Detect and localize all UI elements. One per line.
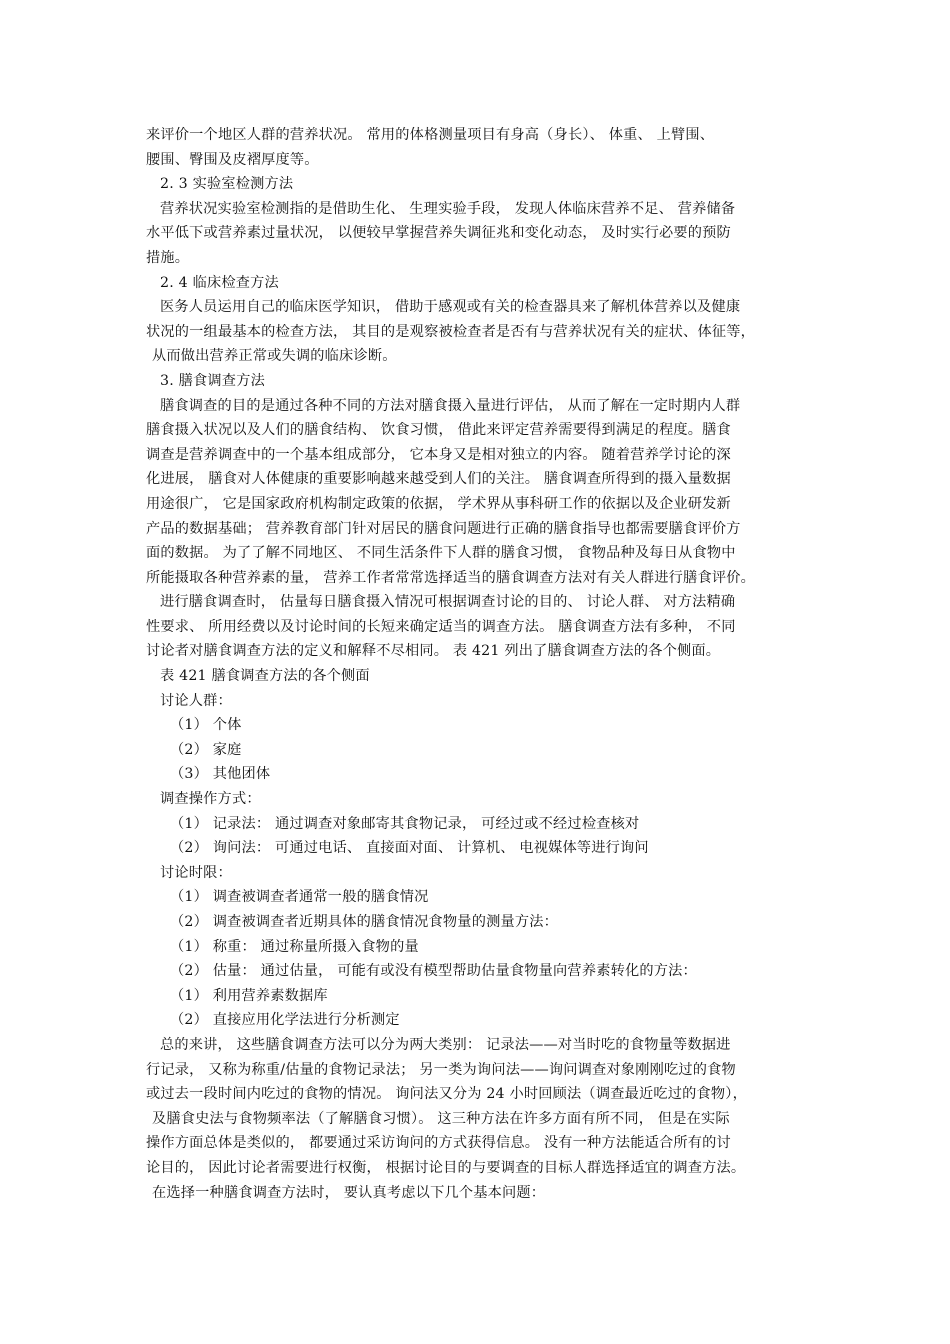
list-heading: 讨论时限： <box>160 864 232 881</box>
text-line: 或过去一段时间内吃过的食物的情况。 询问法又分为 24 小时回顾法（调查最近吃过的食物）， <box>146 1086 747 1103</box>
text-line: 性要求、 所用经费以及讨论时间的长短来确定适当的调查方法。 膳食调查方法有多种， 不同 <box>146 618 736 635</box>
list-item: （2） 家庭 <box>170 741 242 758</box>
text-line: 化进展， 膳食对人体健康的重要影响越来越受到人们的关注。 膳食调查所得到的摄入量数据 <box>146 471 731 488</box>
list-item: （1） 称重： 通过称量所摄入食物的量 <box>170 938 419 955</box>
list-item: （1） 记录法： 通过调查对象邮寄其食物记录， 可经过或不经过检查核对 <box>170 815 640 832</box>
list-heading: 调查操作方式： <box>160 791 261 808</box>
text-line: 面的数据。 为了了解不同地区、 不同生活条件下人群的膳食习惯， 食物品种及每日从食物中 <box>146 545 736 562</box>
list-item: （2） 调查被调查者近期具体的膳食情况食物量的测量方法： <box>170 914 559 930</box>
text-line: 在选择一种膳食调查方法时， 要认真考虑以下几个基本问题： <box>152 1184 546 1201</box>
text-line: 讨论者对膳食调查方法的定义和解释不尽相同。 表 421 列出了膳食调查方法的各个侧面。 <box>146 643 721 660</box>
text-line: 从而做出营养正常或失调的临床诊断。 <box>152 348 397 365</box>
list-heading: 讨论人群： <box>160 692 232 709</box>
list-item: （1） 调查被调查者通常一般的膳食情况 <box>170 889 429 906</box>
text-line: 所能摄取各种营养素的量， 营养工作者常常选择适当的膳食调查方法对有关人群进行膳食评价。 <box>146 569 755 586</box>
text-line: 论目的， 因此讨论者需要进行权衡， 根据讨论目的与要调查的目标人群选择适宜的调查方法。 <box>146 1159 746 1176</box>
list-item: （1） 利用营养素数据库 <box>170 987 328 1004</box>
section-heading: 2. 4 临床检查方法 <box>160 274 279 291</box>
text-line: 膳食调查的目的是通过各种不同的方法对膳食摄入量进行评估， 从而了解在一定时期内人群 <box>160 397 741 414</box>
document-body <box>146 123 826 1205</box>
list-item: （1） 个体 <box>170 717 242 734</box>
text-line: 及膳食史法与食物频率法（了解膳食习惯）。 这三种方法在许多方面有所不同， 但是在实际 <box>152 1110 730 1127</box>
text-line: 状况的一组最基本的检查方法， 其目的是观察被检查者是否有与营养状况有关的症状、体征等， <box>146 323 755 340</box>
text-line: 水平低下或营养素过量状况， 以便较早掌握营养失调征兆和变化动态， 及时实行必要的预防 <box>146 225 731 242</box>
section-heading: 3. 膳食调查方法 <box>160 372 265 389</box>
text-line: 产品的数据基础； 营养教育部门针对居民的膳食问题进行正确的膳食指导也都需要膳食评价方 <box>146 520 741 537</box>
list-item: （3） 其他团体 <box>170 766 271 783</box>
text-line: 进行膳食调查时， 估量每日膳食摄入情况可根据调查讨论的目的、 讨论人群、 对方法精确 <box>160 594 736 611</box>
text-line: 用途很广， 它是国家政府机构制定政策的依据， 学术界从事科研工作的依据以及企业研发新 <box>146 495 731 512</box>
list-item: （2） 直接应用化学法进行分析测定 <box>170 1012 400 1029</box>
table-caption: 表 421 膳食调查方法的各个侧面 <box>160 668 370 685</box>
text-line: 医务人员运用自己的临床医学知识， 借助于感观或有关的检查器具来了解机体营养以及健康 <box>160 299 741 316</box>
text-line: 腰围、臀围及皮褶厚度等。 <box>146 151 319 168</box>
section-heading: 2. 3 实验室检测方法 <box>160 176 294 193</box>
text-line: 膳食摄入状况以及人们的膳食结构、 饮食习惯， 借此来评定营养需要得到满足的程度。膳食 <box>146 422 731 439</box>
text-line: 总的来讲， 这些膳食调查方法可以分为两大类别： 记录法——对当时吃的食物量等数据进 <box>160 1036 731 1053</box>
text-line: 措施。 <box>146 249 190 266</box>
text-line: 调查是营养调查中的一个基本组成部分， 它本身又是相对独立的内容。 随着营养学讨论的深 <box>146 446 731 463</box>
text-line: 操作方面总体是类似的， 都要通过采访询问的方式获得信息。 没有一种方法能适合所有的讨 <box>146 1135 731 1152</box>
text-line: 行记录， 又称为称重/估量的食物记录法； 另一类为询问法——询问调查对象刚刚吃过的食物 <box>146 1061 736 1078</box>
list-item: （2） 估量： 通过估量， 可能有或没有模型帮助估量食物量向营养素转化的方法： <box>170 963 697 980</box>
text-line: 来评价一个地区人群的营养状况。 常用的体格测量项目有身高（身长）、 体重、 上臂围、 <box>146 127 715 143</box>
list-item: （2） 询问法： 可通过电话、 直接面对面、 计算机、 电视媒体等进行询问 <box>170 840 649 857</box>
text-line: 营养状况实验室检测指的是借助生化、 生理实验手段， 发现人体临床营养不足、 营养储备 <box>160 200 736 217</box>
